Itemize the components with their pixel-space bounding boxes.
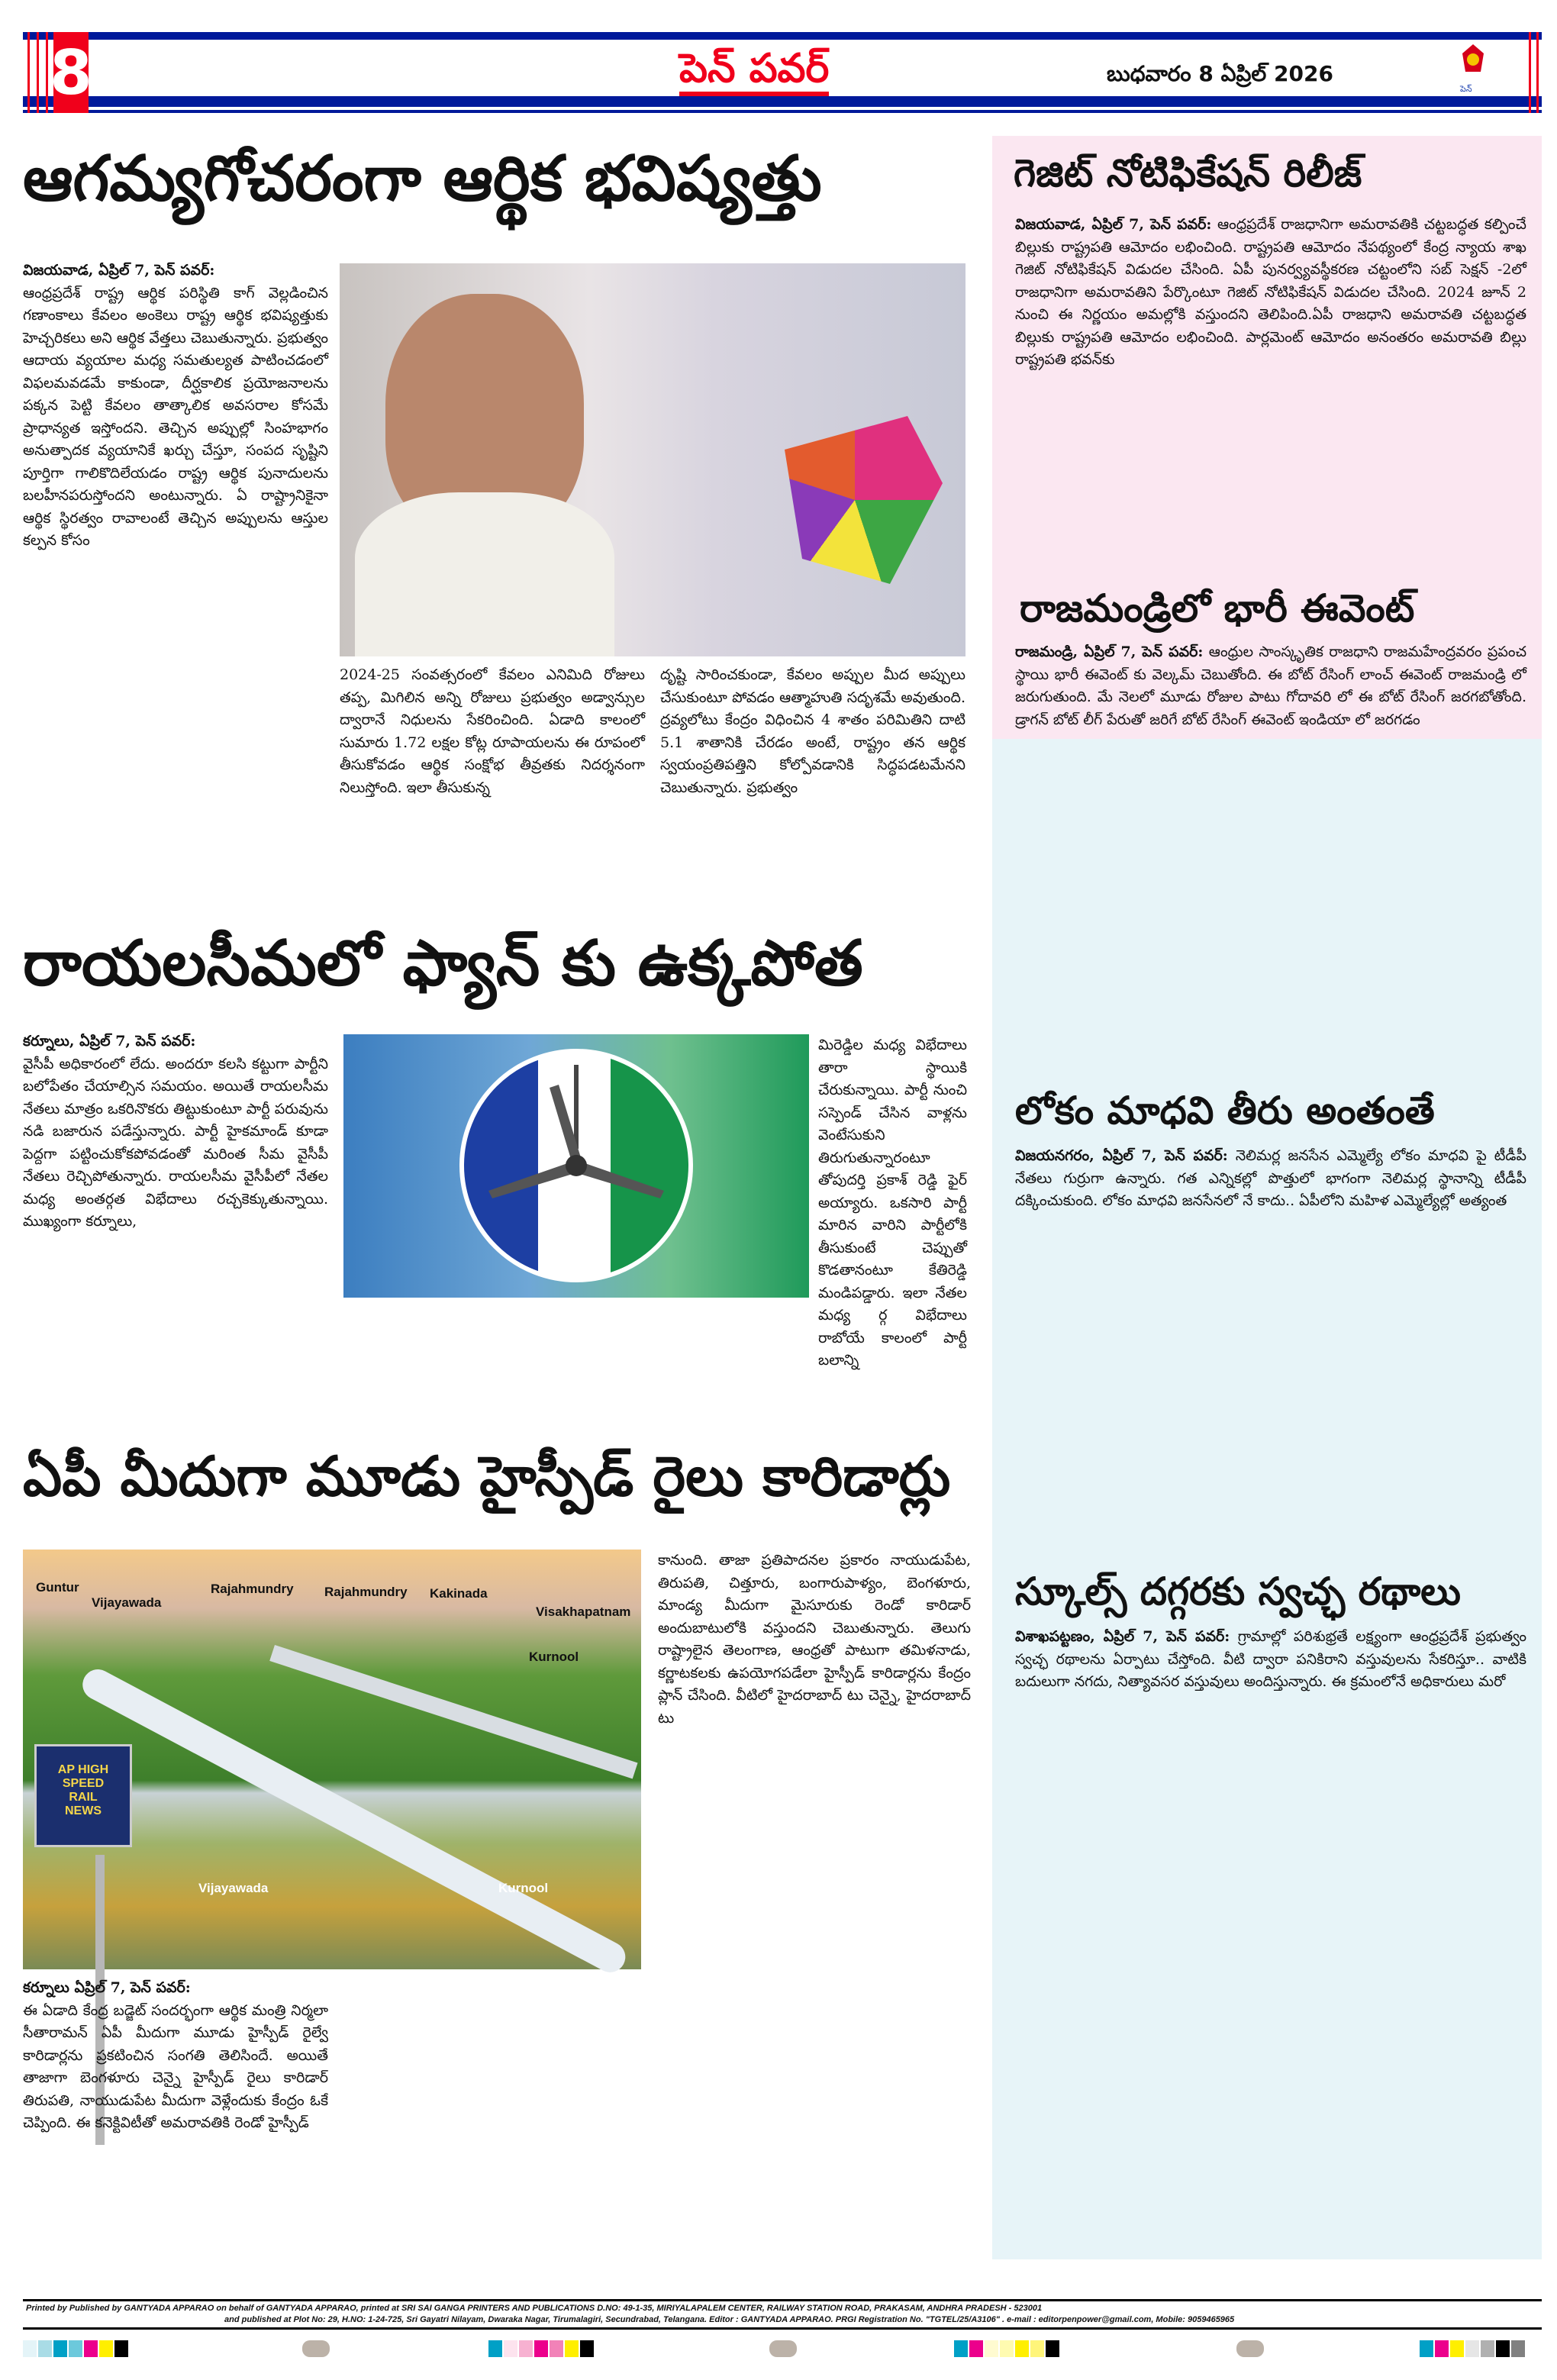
article-madhavi (1015, 1145, 1526, 1557)
header-bottom-bar (23, 96, 1542, 107)
article-photo-economy (340, 263, 965, 656)
imprint-line: and published at Plot No: 29, H.NO: 1-24-725, Sri Gayatri Nilayam, Dwaraka Nagar, Tirumalagiri, Secundrabad, Telangana. Editor : GANTYADA APPARAO. PRGI Registration No. "TGTEL/25/A3106" . e-mail : editorpenpower@gmail.com, Mobile: 9059465965 (224, 2315, 1235, 2324)
article-text: ఆంధ్రప్రదేశ్ రాజధానిగా అమరావతికి చట్టబద్ధత కల్పించే బిల్లుకు రాష్ట్రపతి ఆమోదం లభించింది. రాష్ట్రపతి ఆమోదం నేపథ్యంలో కేంద్ర న్యాయ శాఖ గెజిట్ నోటిఫికేషన్ విడుదల చేసింది. ఏపీ పునర్వ్యవస్థీకరణ చట్టంలోని సబ్ సెక్షన్ -2లో రాజధానిగా అమరావతిని పేర్కొంటూ గెజిట్ నోటిఫికేషన్ విడుదల చేసింది. 2024 జూన్ 2 నుంచి ఈ నిర్ణయం అమల్లోకి వస్తుందని తెలిపింది.ఏపీ రాజధాని అమరావతి చట్టబద్ధత బిల్లుకు రాష్ట్రపతి ఆమోదం లభించింది. పార్లమెంట్ ఆమోదం అనంతరం అమరావతి బిల్లు రాష్ట్రపతి భవన్‌కు (1015, 216, 1526, 368)
rule (37, 32, 39, 113)
article-text: ఆంధ్రప్రదేశ్ రాష్ట్ర ఆర్థిక పరిస్థితి కాగ్ వెల్లడించిన గణాంకాలు కేవలం అంకెలు రాష్ట్ర ఆర్థిక భవిష్యత్తుకు హెచ్చరికలు అని ఆర్థిక వేత్తలు చెబుతున్నారు. ప్రభుత్వం ఆదాయ వ్యయాల మధ్య సమతుల్యత పాటించడంలో విఫలమవడమే కాకుండా, దీర్ఘకాలిక ప్రయోజనాలను పక్కన పెట్టి కేవలం తాత్కాలిక అవసరాల కోసమే ప్రాధాన్యత ఇస్తోందని. తెచ్చిన అప్పుల్లో సింహభాగం అనుత్పాదక వ్యయానికే ఖర్చు చేస్తూ, సంపద సృష్టిని పూర్తిగా గాలికొదిలేయడం రాష్ట్ర ఆర్థిక పునాదులను బలహీనపరుస్తోందని అంటున్నారు. ఏ రాష్ట్రానికైనా ఆర్థిక స్థిరత్వం రావాలంటే తెచ్చిన అప్పులను ఆస్తుల కల్పన కోసం (23, 284, 328, 549)
dateline: విజయనగరం, ఏప్రిల్ 7, పెన్ పవర్: (1015, 1147, 1228, 1164)
rule (46, 32, 48, 113)
svg-text:పెన్: పెన్ (1460, 84, 1472, 94)
map-label: Rajahmundry (324, 1585, 408, 1599)
masthead-header (23, 32, 1542, 113)
article-highspeed-col1 (23, 1977, 328, 2259)
article-text: ఆంధ్రుల సాంస్కృతిక రాజధాని రాజమహేంద్రవరం ప్రపంచ స్థాయి భారీ ఈవెంట్ కు వెల్కమ్ చెబుతోంది. ఈ బోట్ రేసింగ్ లాంచ్ ఈవెంట్ రాజమండ్రి లో జరుగుతుంది. మే నెలలో మూడు రోజుల పాటు గోదావరి లో ఈ బోట్ రేసింగ్ జరగబోతోంది. డ్రాగన్ బోట్ లీగ్ పేరుతో జరిగే బోట్ రేసింగ్ ఈవెంట్ ఇండియా లో జరగడం (1015, 643, 1527, 728)
map-label: Guntur (36, 1580, 79, 1595)
headline-madhavi: లోకం మాధవి తీరు అంతంతే (1015, 1088, 1435, 1133)
headline-schools: స్కూల్స్ దగ్గరకు స్వచ్ఛ రథాలు (1015, 1569, 1461, 1614)
party-logo-photo (343, 1034, 809, 1298)
dateline: కర్నూలు, ఏప్రిల్ 7, పెన్ పవర్: (23, 1033, 196, 1050)
article-rayalaseema-side: మిరెడ్డిల మధ్య విభేదాలు తారా స్థాయికి చేరుకున్నాయి. పార్టీ నుంచి సస్పెండ్ చేసిన వాళ్లను వెంటేసుకుని తిరుగుతున్నారంటూ తోపుదర్తి ప్రకాశ్ రెడ్డి ఫైర్ అయ్యారు. ఒకసారి పార్టీ మారిన వారిని పార్టీలోకి తీసుకుంటే చెప్పుతో కొడతానంటూ కేతిరెడ్డి మండిపడ్డారు. ఇలా నేతల మధ్య ర్గ విభేదాలు రాబోయే కాలంలో పార్టీ బలాన్ని (818, 1037, 967, 1369)
sign-text: RAIL (69, 1791, 98, 1804)
article-text: గ్రామాల్లో పరిశుభ్రతే లక్ష్యంగా ఆంధ్రప్రదేశ్ ప్రభుత్వం స్వచ్ఛ రథాలను ఏర్పాటు చేస్తోంది. వీటి ద్వారా పనికిరాని వస్తువులను సేకరిస్తూ.. వాటికి బదులుగా నగదు, నిత్యావసర వస్తువులు అందిస్తున్నారు. ఈ క్రమంలోనే అధికారులు మరో (1015, 1628, 1526, 1690)
sign-text: AP HIGH SPEED (57, 1763, 109, 1790)
rule (27, 32, 30, 113)
article-text: నెలిమర్ల జనసేన ఎమ్మెల్యే లోకం మాధవి పై టీడీపీ నేతలు గుర్రుగా ఉన్నారు. గత ఎన్నికల్లో పొత్తులో భాగంగా నెలిమర్ల స్థానాన్ని టీడీపీ దక్కించుకుంది. లోకం మాధవి జనసేనలో నే కాదు.. ఏపీలోని మహిళ ఎమ్మెల్యేల్లో అత్యంత (1015, 1147, 1526, 1209)
article-rayalaseema-col1 (23, 1030, 328, 1435)
train (269, 1645, 637, 1779)
ap-high-speed-rail-sign (34, 1744, 132, 1847)
highspeed-rail-illustration (23, 1550, 641, 1969)
map-label: Kurnool (529, 1650, 579, 1664)
imprint-footer (23, 2299, 1542, 2330)
header-top-bar (23, 32, 1542, 40)
map-label: Kakinada (430, 1586, 488, 1601)
headline-economy: ఆగమ్యగోచరంగా ఆర్థిక భవిష్యత్తు (23, 143, 822, 215)
headline-rayalaseema: రాయలసీమలో ఫ్యాన్ కు ఉక్కపోత (23, 927, 863, 1000)
ceiling-fan-logo-icon (343, 1034, 809, 1298)
dateline: రాజమండ్రి, ఏప్రిల్ 7, పెన్ పవర్: (1015, 643, 1204, 660)
article-economy-col2: 2024-25 సంవత్సరంలో కేవలం ఎనిమిది రోజులు తప్ప, మిగిలిన అన్ని రోజులు ప్రభుత్వం అడ్వాన్సుల ద్వారానే నిధులను సేకరించింది. ఏడాది కాలంలో సుమారు 1.72 లక్షల కోట్ల రూపాయలను ఈ రూపంలో తీసుకోవడం ఆర్థిక సంక్షోభ తీవ్రతకు నిదర్శనంగా నిలుస్తోంది. ఇలా తీసుకున్న (340, 666, 645, 796)
rule (1529, 32, 1531, 113)
imprint-line: Printed by Published by GANTYADA APPARAO on behalf of GANTYADA APPARAO, printed at SRI SAI GANGA PRINTERS AND PUBLICATIONS D.NO: 49-1-35, MIRIYALAPALEM CENTER, RAILWAY STATION ROAD, PRAKASAM, ANDHRA PRADESH - 523001 (26, 2304, 1043, 2313)
headline-highspeed: ఏపీ మీదుగా మూడు హైస్పీడ్ రైలు కారిడార్లు (23, 1444, 951, 1508)
train (77, 1664, 630, 1978)
map-label: Visakhapatnam (536, 1604, 631, 1619)
map-label: Kurnool (498, 1881, 549, 1895)
dateline: విజయవాడ, ఏప్రిల్ 7, పెన్ పవర్: (23, 262, 215, 279)
dateline: కర్నూలు ఏప్రిల్ 7, పెన్ పవర్: (23, 1979, 191, 1996)
newspaper-title: పెన్ పవర్ (679, 46, 829, 96)
map-label: Vijayawada (92, 1595, 162, 1610)
article-economy-col1 (23, 260, 328, 908)
issue-date: బుధవారం 8 ఏప్రిల్ 2026 (1107, 61, 1333, 86)
article-text: ఈ ఏడాది కేంద్ర బడ్జెట్ సందర్భంగా ఆర్థిక మంత్రి నిర్మలా సీతారామన్ ఏపీ మీదుగా మూడు హైస్పీడ్ రైల్వే కారిడార్లను ప్రకటించిన సంగతి తెలిసిందే. అయితే తాజాగా బెంగళూరు చెన్నై హైస్పీడ్ రైలు కారిడార్ తిరుపతి, నాయుడుపేట మీదుగా వెళ్లేందుకు కేంద్రం ఓకే చెప్పింది. ఈ కనెక్టివిటీతో అమరావతికి రెండో హైస్పీడ్ (23, 2001, 328, 2131)
newspaper-logo-icon (1458, 41, 1488, 102)
page-number: 8 (53, 32, 89, 113)
article-highspeed-col2: కానుంది. తాజా ప్రతిపాదనల ప్రకారం నాయుడుపేట, తిరుపతి, చిత్తూరు, బంగారుపాళ్యం, బెంగళూరు, మాండ్య మీదుగా మైసూరుకు రెండో కారిడార్ అందుబాటులోకి వస్తుందని చెబుతున్నారు. తెలుగు రాష్ట్రాలైన తెలంగాణ, ఆంధ్రతో పాటుగా తమిళనాడు, కర్ణాటకలకు ఉపయోగపడేలా హైస్పీడ్ కారిడార్లను కేంద్రం ప్లాన్ చేసింది. వీటిలో హైదరాబాద్ టు చెన్నై, హైదరాబాద్ టు (658, 1552, 971, 1727)
header-rule (23, 110, 1542, 113)
article-gazette (1015, 214, 1526, 580)
article-economy-col3: దృష్టి సారించకుండా, కేవలం అప్పుల మీద అప్పులు చేసుకుంటూ పోవడం ఆత్మాహుతి సదృశమే అవుతుంది. ద్రవ్యలోటు కేంద్రం విధించిన 4 శాతం పరిమితిని దాటి 5.1 శాతానికి చేరడం అంటే, రాష్ట్రం తన ఆర్థిక స్వయంప్రతిపత్తిని కోల్పోవడానికి సిద్ధపడటమేనని చెబుతున్నారు. ప్రభుత్వం (660, 666, 965, 796)
headline-gazette: గెజిట్ నోటిఫికేషన్ రిలీజ్ (1014, 151, 1362, 195)
color-registration-bar (23, 2340, 1542, 2359)
rule (1536, 32, 1539, 113)
article-rajahmundry (1015, 641, 1526, 1084)
map-label: Vijayawada (198, 1881, 269, 1895)
headline-rajahmundry: రాజమండ్రిలో భారీ ఈవెంట్ (1020, 586, 1415, 630)
map-label: Rajahmundry (211, 1582, 294, 1596)
sign-text: NEWS (65, 1804, 102, 1817)
dateline: విజయవాడ, ఏప్రిల్ 7, పెన్ పవర్: (1015, 216, 1212, 233)
article-text: వైసీపీ అధికారంలో లేదు. అందరూ కలసి కట్టుగా పార్టీని బలోపేతం చేయాల్సిన సమయం. అయితే రాయలసీమ నేతలు మాత్రం ఒకరినొకరు తిట్టుకుంటూ పార్టీ పరువును నడి బజారున పడేస్తున్నారు. పార్టీ హైకమాండ్ కూడా పెద్దగా పట్టించుకోకపోవడంతో మరింత సీమ వైసీపీ నేతలు రెచ్చిపోతున్నారు. రాయలసీమ వైసీపీలో నేతల మధ్య అంతర్గత విభేదాలు రచ్చకెక్కుతున్నాయి. ముఖ్యంగా కర్నూలు, (23, 1055, 328, 1230)
article-schools (1015, 1626, 1526, 2252)
dateline: విశాఖపట్టణం, ఏప్రిల్ 7, పెన్ పవర్: (1015, 1628, 1230, 1645)
